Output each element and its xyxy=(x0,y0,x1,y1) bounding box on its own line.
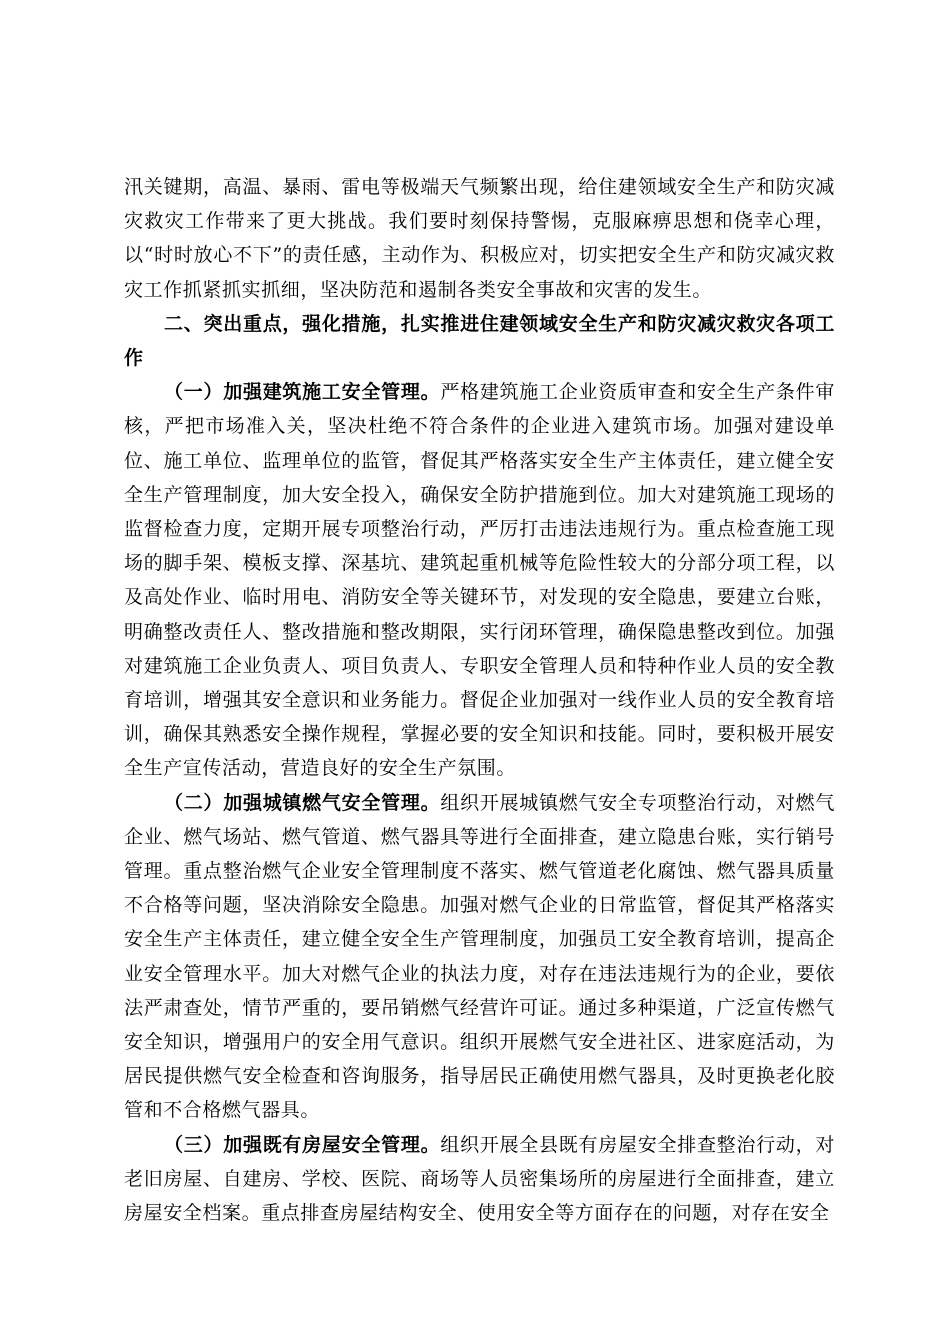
document-page xyxy=(124,170,835,1230)
paragraph-housing-safety-text: 组织开展全县既有房屋安全排查整治行动，对老旧房屋、自建房、学校、医院、商场等人员密集场所的房屋进行全面排查，建立房屋安全档案。重点排查房屋结构安全、使用安全等方面存在的问题，对存在安全 xyxy=(124,1133,835,1225)
paragraph-construction-safety-text: 严格建筑施工企业资质审查和安全生产条件审核，严把市场准入关，坚决杜绝不符合条件的企业进入建筑市场。加强对建设单位、施工单位、监理单位的监管，督促其严格落实安全生产主体责任，建立健全安全生产管理制度，加大安全投入，确保安全防护措施到位。加大对建筑施工现场的监督检查力度，定期开展专项整治行动，严厉打击违法违规行为。重点检查施工现场的脚手架、模板支撑、深基坑、建筑起重机械等危险性较大的分部分项工程，以及高处作业、临时用电、消防安全等关键环节，对发现的安全隐患，要建立台账，明确整改责任人、整改措施和整改期限，实行闭环管理，确保隐患整改到位。加强对建筑施工企业负责人、项目负责人、专职安全管理人员和特种作业人员的安全教育培训，增强其安全意识和业务能力。督促企业加强对一线作业人员的安全教育培训，确保其熟悉安全操作规程，掌握必要的安全知识和技能。同时，要积极开展安全生产宣传活动，营造良好的安全生产氛围。 xyxy=(124,381,835,780)
paragraph-housing-safety xyxy=(124,1128,835,1231)
paragraph-construction-safety-lead: （一）加强建筑施工安全管理。 xyxy=(164,381,441,404)
section-heading-2-text: 二、突出重点，强化措施，扎实推进住建领域安全生产和防灾减灾救灾各项工作 xyxy=(124,312,835,370)
paragraph-construction-safety xyxy=(124,375,835,785)
paragraph-intro-text: 汛关键期，高温、暴雨、雷电等极端天气频繁出现，给住建领域安全生产和防灾减灾救灾工作带来了更大挑战。我们要时刻保持警惕，克服麻痹思想和侥幸心理，以“时时放心不下”的责任感，主动作为、积极应对，切实把安全生产和防灾减灾救灾工作抓紧抓实抓细，坚决防范和遏制各类安全事故和灾害的发生。 xyxy=(124,176,835,301)
paragraph-gas-safety-lead: （二）加强城镇燃气安全管理。 xyxy=(164,791,441,814)
paragraph-gas-safety xyxy=(124,786,835,1128)
paragraph-housing-safety-lead: （三）加强既有房屋安全管理。 xyxy=(164,1133,441,1156)
paragraph-gas-safety-text: 组织开展城镇燃气安全专项整治行动，对燃气企业、燃气场站、燃气管道、燃气器具等进行全面排查，建立隐患台账，实行销号管理。重点整治燃气企业安全管理制度不落实、燃气管道老化腐蚀、燃气器具质量不合格等问题，坚决消除安全隐患。加强对燃气企业的日常监管，督促其严格落实安全生产主体责任，建立健全安全生产管理制度，加强员工安全教育培训，提高企业安全管理水平。加大对燃气企业的执法力度，对存在违法违规行为的企业，要依法严肃查处，情节严重的，要吊销燃气经营许可证。通过多种渠道，广泛宣传燃气安全知识，增强用户的安全用气意识。组织开展燃气安全进社区、进家庭活动，为居民提供燃气安全检查和咨询服务，指导居民正确使用燃气器具，及时更换老化胶管和不合格燃气器具。 xyxy=(124,791,835,1122)
section-heading-2 xyxy=(124,307,835,375)
paragraph-intro xyxy=(124,170,835,307)
